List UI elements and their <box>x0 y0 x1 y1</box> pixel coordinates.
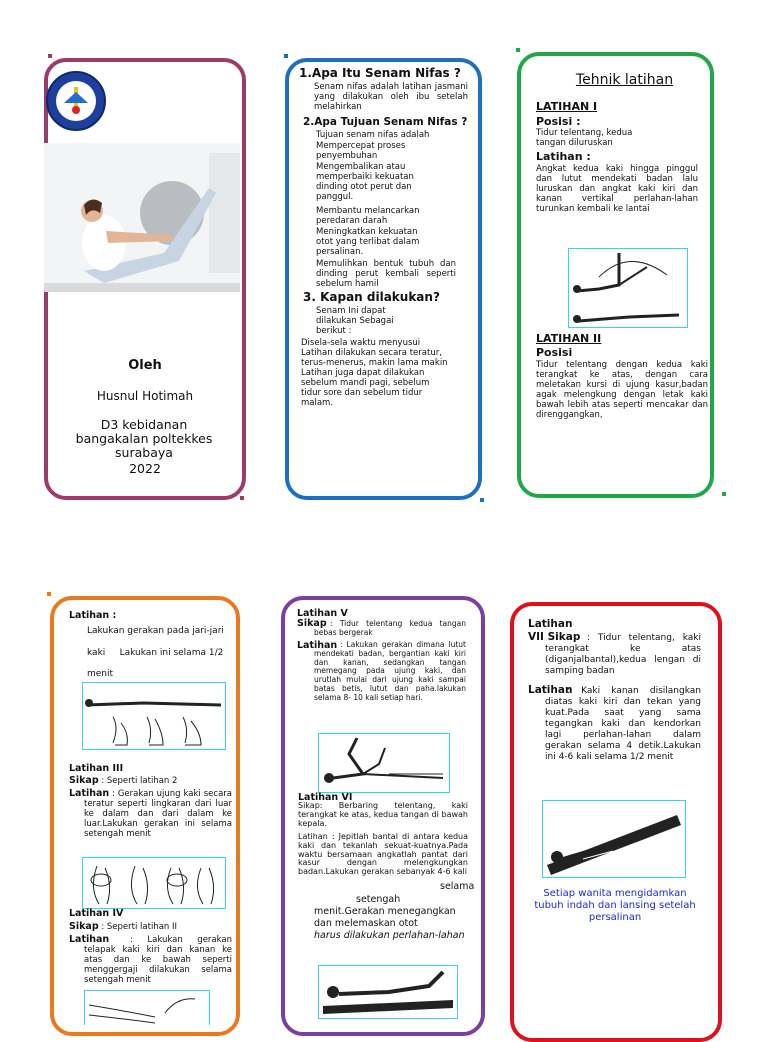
year: 2022 <box>129 461 161 476</box>
cover-photo <box>44 143 240 292</box>
exercise-5-sikap: : Tidur telentang kedua tangan bebas bergerak <box>314 619 466 637</box>
answer-3-intro: Senam Ini dapat dilakukan Sebagai berikut : <box>316 306 394 336</box>
answer-1: Senam nifas adalah latihan jasmani yang dilakukan oleh ibu setelah melahirkan <box>314 82 468 112</box>
author-name: Husnul Hotimah <box>96 389 194 403</box>
exercise-7-latihan-label: Latihan <box>528 684 573 696</box>
corner-dot <box>48 54 52 58</box>
exercise-4-title: Latihan IV <box>69 908 124 919</box>
latihan-label: Latihan <box>536 150 583 163</box>
exercise-7-description: : Kaki kanan disilangkan diatas kaki kiri dan tekan yang kuat.Pada saat yang sama tegangkan kaki dan kendorkan lagi perlahan-lahan dalam gerakan selama 4 detik.Lakukan ini 4-6 kali selama 1/2 menit <box>545 686 701 762</box>
answer-2-item: Membantu melancarkan peredaran darah <box>316 206 420 226</box>
exercise-3-title: Latihan III <box>69 763 124 774</box>
exercise-4-latihan-label: Latihan <box>69 934 110 945</box>
exercise-3-description: : Gerakan ujung kaki secara teratur seperti lingkaran dari luar ke dalam dan dari dalam ke luar.Lakukan gerakan ini selama setengah menit <box>84 789 232 839</box>
closing-message: Setiap wanita mengidamkan tubuh indah dan lansing setelah persalinan <box>534 888 696 923</box>
by-label: Oleh <box>128 358 162 373</box>
toe-exercise-line-3: menit <box>87 669 114 679</box>
sikap-label: Sikap <box>69 775 99 786</box>
exercise-1-latihan-label: Latihan : <box>536 150 591 163</box>
technique-title: Tehnik latihan <box>575 72 674 88</box>
question-2: 2.Apa Tujuan Senam Nifas ? <box>303 116 468 128</box>
exercise-2-position-label: Posisi <box>536 346 573 359</box>
exercise-5-illustration <box>318 733 450 793</box>
exercise-5-sikap-label: Sikap <box>297 618 327 629</box>
answer-2-item: Meningkatkan kekuatan otot yang terlibat dalam persalinan. <box>316 227 420 257</box>
exercise-4-description: : Lakukan gerakan telapak kaki kiri dan kanan ke atas dan ke bawah seperti menggergaji dilakukan selama setengah menit <box>84 935 232 985</box>
question-3: 3. Kapan dilakukan? <box>303 290 440 304</box>
exercise-4-sikap-text: : Seperti latihan II <box>101 922 178 932</box>
exercise-3-sikap-text: : Seperti latihan 2 <box>101 776 178 786</box>
corner-dot <box>722 492 726 496</box>
exercise-6-title: Latihan VI <box>298 792 353 803</box>
corner-dot <box>240 496 244 500</box>
institution-logo <box>45 70 107 132</box>
exercise-5-description: : Lakukan gerakan dimana lutut mendekati badan, bergantian kaki kiri dan kanan, sedangkan tangan memegang pada ujung kaki, dan urutlah mulai dari ujung kaki sampai batas betis, lutut dan paha.lakukan selama 8- 10 kali setiap hari. <box>314 640 466 702</box>
toe-exercise-title: Latihan : <box>69 610 117 621</box>
exercise-6-tail-3: menit.Gerakan menegangkan dan melemaskan otot <box>314 906 456 929</box>
exercise-3-sikap <box>69 776 177 786</box>
exercise-6-illustration <box>318 965 458 1019</box>
exercise-7-title: Latihan <box>528 618 573 630</box>
exercise-1-illustration <box>568 248 688 328</box>
exercise-1-title: LATIHAN I <box>536 100 598 113</box>
sikap-label: Sikap <box>69 921 99 932</box>
exercise-4-illustration <box>84 990 210 1025</box>
exercise-5-latihan-label: Latihan <box>297 640 338 651</box>
exercise-7-illustration <box>542 800 686 878</box>
question-1: 1.Apa Itu Senam Nifas ? <box>299 66 461 80</box>
exercise-2-position: Tidur telentang dengan kedua kaki terangkat ke atas, dengan cara meletakan kursi di ujung kasur,badan agak melengkung dengan letak kaki bawah lebih atas seperti mencakar dan direnggangkan, <box>536 360 708 420</box>
exercise-1-position: Tidur telentang, kedua tangan diluruskan <box>536 128 633 148</box>
exercise-7-sikap-label: VII Sikap <box>528 631 581 643</box>
answer-2-item: Mengembalikan atau memperbaiki kekuatan dinding otot perut dan panggul. <box>316 162 414 202</box>
exercise-3-illustration <box>82 857 226 909</box>
exercise-6-description: Latihan : Jepitlah bantal di antara kedua kaki dan tekanlah sekuat-kuatnya.Pada waktu bersamaan angkatlah pantat dari kasur dengan melengkungkan badan.Lakukan gerakan sebanyak 4-6 kali <box>298 832 468 877</box>
exercise-1-description: Angkat kedua kaki hingga pinggul dan lutut mendekati badan lalu luruskan dan angkat kaki kiri dan kanan vertikal perlahan-lahan turunkan kembali ke lantai <box>536 164 698 214</box>
corner-dot <box>480 498 484 502</box>
corner-dot <box>516 48 520 52</box>
program-name: D3 kebidanan bangakalan poltekkes surabaya <box>75 417 213 460</box>
exercise-7-sikap: : Tidur telentang, kaki terangkat ke atas (diganjalbantal),kedua lengan di samping badan <box>545 633 701 676</box>
toe-exercise-line-1: Lakukan gerakan pada jari-jari <box>87 626 224 636</box>
answer-2-item: Mempercepat proses penyembuhan <box>316 141 406 161</box>
toe-exercise-illustration <box>82 682 226 750</box>
exercise-6-tail-1: selama <box>440 881 475 892</box>
corner-dot <box>47 592 51 596</box>
exercise-4-sikap <box>69 922 177 932</box>
corner-dot <box>284 54 288 58</box>
exercise-6-tail-4: harus dilakukan perlahan-lahan <box>314 930 465 941</box>
answer-3: Disela-sela waktu menyusui Latihan dilakukan secara teratur, terus-menerus, makin lama makin Latihan juga dapat dilakukan sebelum mandi pagi, sebelum tidur sore dan sebelum tidur malam. <box>301 338 448 408</box>
exercise-6-sikap: Sikap: Berbaring telentang, kaki terangkat ke atas, kedua tangan di bawah kepala. <box>298 801 468 828</box>
exercise-2-title: LATIHAN II <box>536 332 602 345</box>
answer-2-intro: Tujuan senam nifas adalah <box>316 130 430 140</box>
exercise-5-title: Latihan V <box>297 608 348 619</box>
posisi-label: Posisi <box>536 115 573 128</box>
exercise-6-tail-2: setengah <box>356 894 401 905</box>
exercise-3-latihan-label: Latihan <box>69 788 110 799</box>
exercise-1-position-label: Posisi : <box>536 115 581 128</box>
answer-2-item: Memulihkan bentuk tubuh dan dinding perut kembali seperti sebelum hamil <box>316 259 456 289</box>
toe-exercise-line-2: kaki Lakukan ini selama 1/2 <box>87 648 224 658</box>
